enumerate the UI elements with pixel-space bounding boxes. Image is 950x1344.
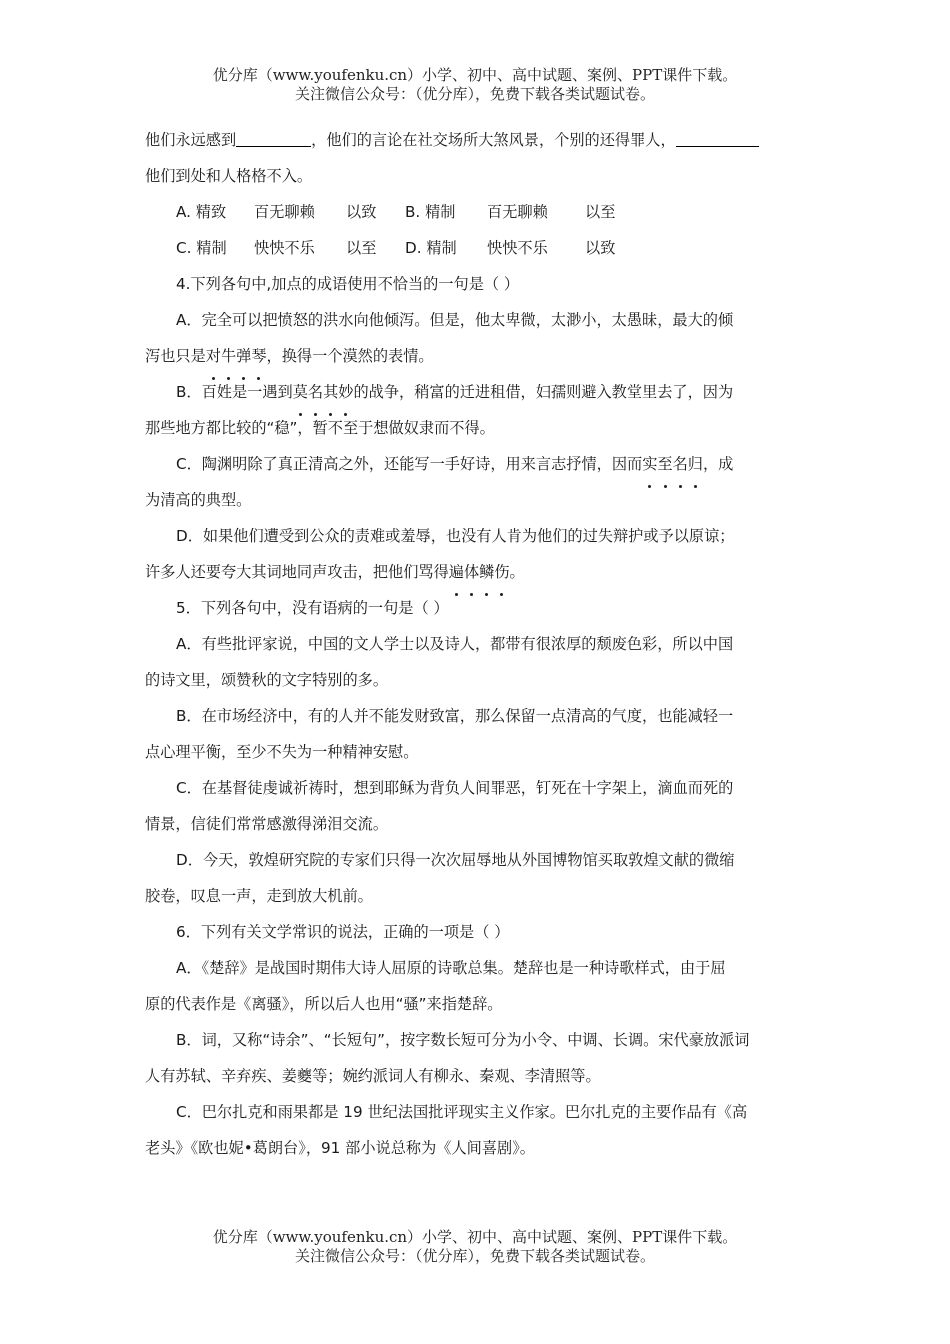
q6-option-a-line-1: A．《楚辞》是战国时期伟大诗人屈原的诗歌总集。楚辞也是一种诗歌样式，由于屈 (176, 959, 726, 977)
q4-text: ，成 (702, 455, 734, 473)
q4-text: B．百姓是一遇到 (176, 383, 293, 401)
q6-option-a-line-2: 原的代表作是《离骚》，所以后人也用“骚”来指楚辞。 (145, 995, 503, 1013)
q6-option-c-line-2: 老头》《欧也妮•葛朗台》，91 部小说总称为《人间喜剧》。 (145, 1139, 535, 1157)
q5-stem: 5．下列各句中，没有语病的一句是（ ） (176, 599, 449, 617)
q6-option-c-line-1: C．巴尔扎克和雨果都是 19 世纪法国批评现实主义作家。巴尔扎克的主要作品有《高 (176, 1103, 748, 1121)
q3-option-b-conj: 以至 (585, 203, 616, 221)
dotted-char: 弹 (236, 338, 251, 374)
q3-option-d: D. 精制 (405, 239, 457, 257)
dotted-char: 对 (206, 338, 221, 374)
dotted-char: 伤 (494, 554, 509, 590)
q3-line-2: 他们到处和人格格不入。 (145, 167, 313, 185)
dotted-char: 莫 (293, 374, 308, 410)
q3-option-c-word: 怏怏不乐 (254, 239, 315, 257)
q5-option-a-line-1: A．有些批评家说，中国的文人学士以及诗人，都带有很浓厚的颓废色彩，所以中国 (176, 635, 734, 653)
dotted-char: 妙 (338, 374, 353, 410)
q4-option-a-line-2 (145, 338, 807, 374)
q6-option-b-line-1: B．词，又称“诗余”、“长短句”，按字数长短可分为小令、中调、长调。宋代豪放派词 (176, 1031, 750, 1049)
page-header (0, 66, 950, 104)
document-body (145, 122, 807, 1166)
q4-text: 的战争，稍富的迁进租借，妇孺则避入教堂里去了，因为 (353, 383, 734, 401)
q5-option-d-line-1: D．今天，敦煌研究院的专家们只得一次次屈辱地从外国博物馆买取敦煌文献的微缩 (176, 851, 735, 869)
q3-option-a: A. 精致 (176, 203, 227, 221)
dotted-char: 鳞 (479, 554, 494, 590)
q3-text: ，他们的言论在社交场所大煞风景，个别的还得罪人， (311, 131, 676, 149)
q5-option-a-line-2: 的诗文里，颂赞秋的文字特别的多。 (145, 671, 388, 689)
q3-text: 他们永远感到 (145, 131, 237, 149)
q4-text: 许多人还要夸大其词地同声攻击，把他们骂得 (145, 563, 449, 581)
q5-option-b-line-2: 点心理平衡，至少不失为一种精神安慰。 (145, 743, 419, 761)
q4-text: ，换得一个漠然的表情。 (266, 347, 434, 365)
page-footer (0, 1228, 950, 1266)
q4-stem: 4.下列各句中,加点的成语使用不恰当的一句是（ ） (176, 275, 520, 293)
dotted-char: 牛 (221, 338, 236, 374)
dotted-char: 体 (464, 554, 479, 590)
q5-option-d-line-2: 胶卷，叹息一声，走到放大机前。 (145, 887, 373, 905)
fill-blank-2 (676, 128, 759, 147)
q3-option-a-word: 百无聊赖 (254, 203, 315, 221)
dotted-char: 归 (688, 446, 703, 482)
q4-option-c-line-1 (145, 446, 807, 482)
header-line-1: 优分库（www.youfenku.cn）小学、初中、高中试题、案例、PPT课件下载。 (212, 66, 738, 84)
q4-option-a-line-1: A．完全可以把愤怒的洪水向他倾泻。但是，他太卑微，太渺小，太愚昧，最大的倾 (176, 311, 734, 329)
q3-option-d-conj: 以致 (585, 239, 616, 257)
dotted-char: 其 (323, 374, 338, 410)
dotted-char: 实 (642, 446, 657, 482)
q4-text: C．陶渊明除了真正清高之外，还能写一手好诗，用来言志抒情，因而 (176, 455, 643, 473)
q3-option-d-word: 怏怏不乐 (487, 239, 548, 257)
q3-option-c-conj: 以至 (346, 239, 377, 257)
q3-option-a-conj: 以致 (346, 203, 377, 221)
q5-option-b-line-1: B．在市场经济中，有的人并不能发财致富，那么保留一点清高的气度，也能减轻一 (176, 707, 734, 725)
q3-option-c: C. 精制 (176, 239, 227, 257)
q3-option-b-word: 百无聊赖 (487, 203, 548, 221)
q3-option-b: B. 精制 (405, 203, 456, 221)
footer-line-1: 优分库（www.youfenku.cn）小学、初中、高中试题、案例、PPT课件下载。 (212, 1228, 738, 1246)
fill-blank-1 (236, 128, 311, 147)
q4-text: 泻也只是 (145, 347, 206, 365)
q4-option-d-line-1: D．如果他们遭受到公众的责难或羞辱，也没有人肯为他们的过失辩护或予以原谅； (176, 527, 735, 545)
q4-text: 。 (509, 563, 525, 581)
dotted-char: 名 (673, 446, 688, 482)
footer-line-2: 关注微信公众号：（优分库），免费下载各类试题试卷。 (294, 1247, 655, 1265)
dotted-char: 至 (657, 446, 672, 482)
dotted-char: 遍 (449, 554, 464, 590)
dotted-char: 琴 (251, 338, 266, 374)
q3-line-1 (145, 122, 807, 158)
dotted-char: 名 (308, 374, 323, 410)
q6-stem: 6．下列有关文学常识的说法，正确的一项是（ ） (176, 923, 510, 941)
header-line-2: 关注微信公众号：（优分库），免费下载各类试题试卷。 (294, 85, 655, 103)
q3-options-cd (145, 230, 807, 266)
q4-option-b-line-2: 那些地方都比较的“稳”，暂不至于想做奴隶而不得。 (145, 419, 495, 437)
q5-option-c-line-2: 情景，信徒们常常感激得涕泪交流。 (145, 815, 388, 833)
q6-option-b-line-2: 人有苏轼、辛弃疾、姜夔等；婉约派词人有柳永、秦观、李清照等。 (145, 1067, 601, 1085)
q3-options-ab (145, 194, 807, 230)
q4-option-c-line-2: 为清高的典型。 (145, 491, 252, 509)
q4-option-d-line-2 (145, 554, 807, 590)
q5-option-c-line-1: C．在基督徒虔诚祈祷时，想到耶稣为背负人间罪恶，钉死在十字架上，滴血而死的 (176, 779, 734, 797)
